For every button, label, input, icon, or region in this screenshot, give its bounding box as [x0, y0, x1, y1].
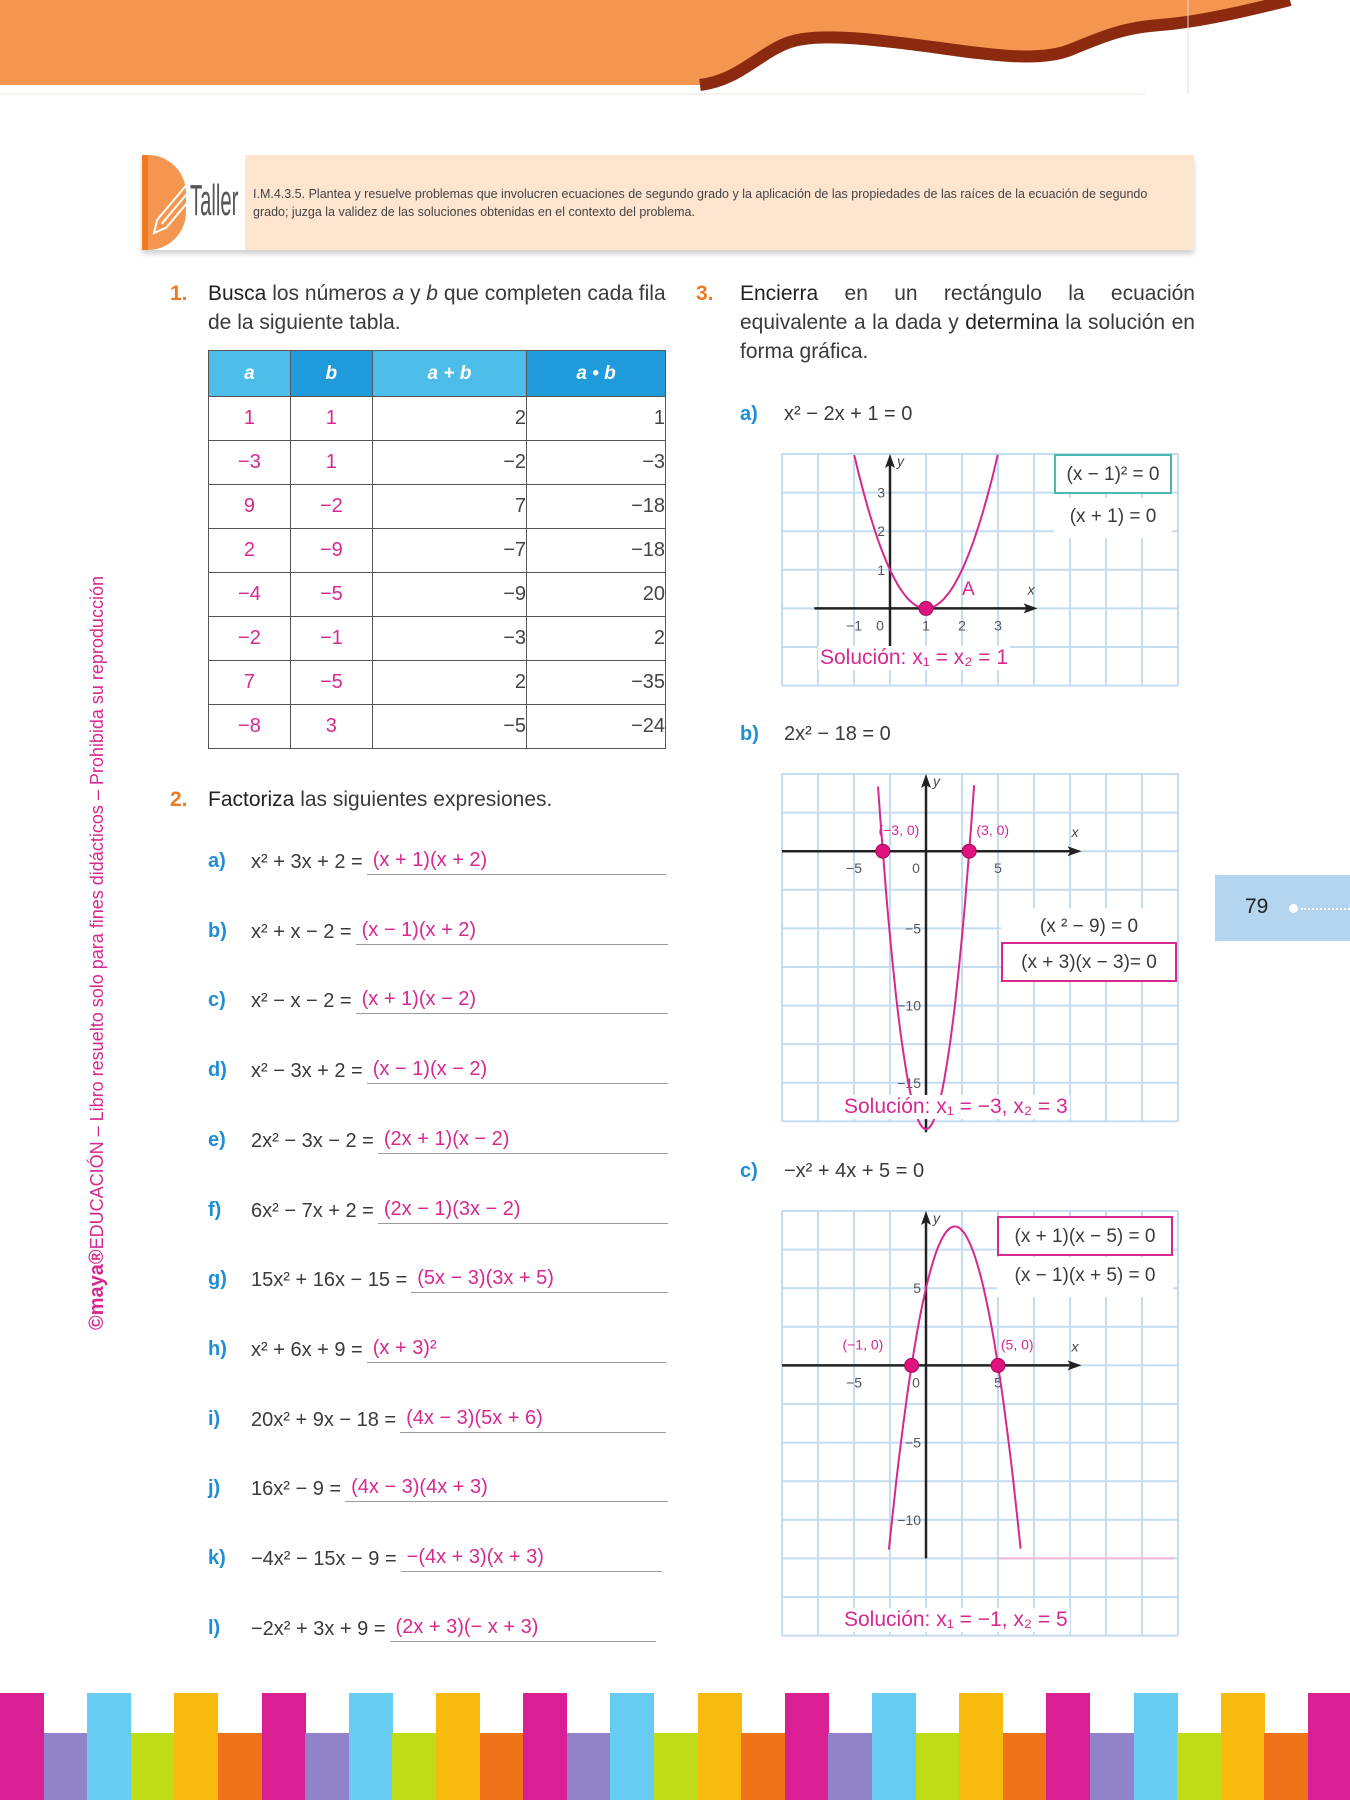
- stripe: [523, 1693, 567, 1800]
- x-tick-label: 2: [958, 617, 966, 634]
- page-number: 79: [1245, 895, 1269, 918]
- stripe: [1090, 1733, 1134, 1800]
- stripe: [1264, 1733, 1308, 1800]
- y-tick-label: −10: [897, 1511, 921, 1528]
- y-axis-label: y: [933, 1210, 940, 1226]
- given-cell: 2: [527, 617, 666, 661]
- stripe: [44, 1733, 88, 1800]
- verb: Busca: [208, 282, 267, 305]
- answer-cell: −2: [209, 617, 291, 661]
- table-header-cell: a • b: [527, 351, 666, 397]
- equation-option[interactable]: (x + 1) = 0: [1054, 498, 1172, 538]
- factor-item: [208, 1268, 678, 1298]
- answer-cell: 3: [290, 705, 372, 749]
- item-label: e): [208, 1128, 226, 1151]
- stripe: [1221, 1693, 1265, 1800]
- item-expression: 2x² − 3x − 2 =: [251, 1129, 374, 1152]
- answer-cell: −5: [290, 573, 372, 617]
- answer-field[interactable]: (2x + 3)(− x + 3): [390, 1616, 656, 1642]
- text: que completen cada fila de la siguiente tabla.: [208, 282, 666, 334]
- stripe: [828, 1733, 872, 1800]
- selected-equation-box[interactable]: (x + 3)(x − 3)= 0: [1001, 942, 1177, 982]
- answer-cell: 9: [209, 485, 291, 529]
- solution-text: Solución: x₁ = x₂ = 1: [820, 646, 1009, 669]
- selected-equation-box[interactable]: (x − 1)² = 0: [1054, 454, 1172, 494]
- text: la solución en forma gráfica.: [740, 311, 1195, 363]
- item-label: c): [208, 989, 226, 1012]
- table-header-cell: b: [290, 351, 372, 397]
- text: los números: [266, 282, 393, 305]
- text: y: [404, 282, 427, 305]
- given-cell: −24: [527, 705, 666, 749]
- answer-cell: −3: [209, 441, 291, 485]
- answer-field[interactable]: (x − 1)(x + 2): [356, 919, 668, 945]
- item-label: d): [208, 1059, 227, 1082]
- taller-badge: [148, 155, 186, 250]
- given-cell: −9: [372, 573, 526, 617]
- item-label: f): [208, 1198, 222, 1221]
- answer-cell: −9: [290, 529, 372, 573]
- stripe: [1046, 1693, 1090, 1800]
- item-expression: 16x² − 9 =: [251, 1478, 342, 1501]
- x-tick-label: 0: [876, 617, 884, 634]
- given-cell: −2: [372, 441, 526, 485]
- stripe: [785, 1693, 829, 1800]
- exercise-2-statement: [208, 785, 552, 814]
- answer-field[interactable]: (2x − 1)(3x − 2): [378, 1198, 668, 1224]
- header-banner: [0, 0, 1350, 100]
- stripe: [698, 1693, 742, 1800]
- y-tick-label: 3: [877, 484, 885, 501]
- answer-cell: −8: [209, 705, 291, 749]
- answer-field[interactable]: (x + 1)(x + 2): [367, 849, 666, 875]
- item-expression: −2x² + 3x + 9 =: [251, 1617, 386, 1640]
- item-expression: x² + x − 2 =: [251, 920, 352, 943]
- part-label: b): [740, 723, 759, 745]
- exercise-3-statement: [740, 279, 1195, 366]
- item-label: k): [208, 1547, 226, 1569]
- table-row: [209, 617, 666, 661]
- x-tick-label: 5: [994, 860, 1002, 877]
- part-label: c): [740, 1160, 758, 1182]
- answer-field[interactable]: (5x − 3)(3x + 5): [411, 1267, 668, 1293]
- given-cell: 1: [527, 397, 666, 441]
- graph-a: [782, 454, 1178, 686]
- stripe: [218, 1733, 262, 1800]
- dot-icon: [1289, 904, 1298, 913]
- item-label: g): [208, 1268, 227, 1291]
- root-label: (−1, 0): [842, 1336, 884, 1353]
- answer-cell: −2: [290, 485, 372, 529]
- stripe: [1308, 1693, 1350, 1800]
- answer-field[interactable]: (x + 1)(x − 2): [356, 988, 668, 1014]
- exercise-2-number: 2.: [170, 788, 188, 811]
- factor-item: [208, 1129, 678, 1159]
- factor-item: [208, 850, 678, 880]
- y-tick-label: −15: [897, 1074, 921, 1091]
- equation-option[interactable]: (x ² − 9) = 0: [1001, 908, 1177, 948]
- x-tick-label: −5: [846, 1374, 862, 1391]
- y-tick-label: −5: [905, 1434, 921, 1451]
- stripe: [872, 1693, 916, 1800]
- factor-item: [208, 1617, 678, 1647]
- given-cell: 7: [372, 485, 526, 529]
- item-expression: 6x² − 7x + 2 =: [251, 1199, 374, 1222]
- x-tick-label: −1: [846, 617, 862, 634]
- stripe: [610, 1693, 654, 1800]
- stripe: [1003, 1733, 1047, 1800]
- copyright-side-text: [86, 576, 109, 1330]
- item-expression: x² + 3x + 2 =: [251, 851, 363, 873]
- item-label: i): [208, 1407, 221, 1430]
- y-axis-label: y: [897, 453, 904, 469]
- stripe: [567, 1733, 611, 1800]
- page-number-tab: [1215, 875, 1350, 941]
- stripe: [174, 1693, 218, 1800]
- dotted-line: [1301, 908, 1350, 910]
- factor-item: [208, 1338, 678, 1368]
- root-point: [991, 1358, 1005, 1372]
- y-tick-label: −10: [897, 997, 921, 1014]
- x-tick-label: 5: [994, 1374, 1002, 1391]
- part-equation: −x² + 4x + 5 = 0: [784, 1160, 925, 1182]
- exercise-1-statement: [208, 279, 668, 337]
- item-expression: 20x² + 9x − 18 =: [251, 1408, 397, 1431]
- given-cell: −7: [372, 529, 526, 573]
- var: b: [426, 282, 438, 305]
- exercise-1-number: 1.: [170, 282, 188, 305]
- given-cell: −5: [372, 705, 526, 749]
- graph-b: [782, 774, 1178, 1121]
- given-cell: −18: [527, 529, 666, 573]
- solution-text: Solución: x₁ = −1, x₂ = 5: [844, 1608, 1068, 1631]
- x-axis-label: x: [1071, 824, 1079, 841]
- stripe: [480, 1733, 524, 1800]
- factor-item: [208, 989, 678, 1019]
- factor-item: [208, 1477, 678, 1507]
- taller-header: [142, 155, 1194, 250]
- verb: determina: [965, 311, 1059, 334]
- given-cell: −18: [527, 485, 666, 529]
- table-row: [209, 661, 666, 705]
- stripe: [392, 1733, 436, 1800]
- y-tick-label: −5: [905, 920, 921, 937]
- y-axis-label: y: [933, 773, 940, 789]
- y-tick-label: 2: [877, 523, 885, 540]
- copyright-text: EDUCACIÓN – Libro resuelto solo para fines didácticos – Prohibida su reproducción: [87, 576, 107, 1250]
- answer-field[interactable]: −(4x + 3)(x + 3): [401, 1546, 662, 1572]
- stripe: [0, 1693, 44, 1800]
- x-tick-label: −5: [846, 860, 862, 877]
- item-label: b): [208, 919, 227, 942]
- part-label: a): [740, 403, 758, 425]
- x-tick-label: 0: [912, 1374, 920, 1391]
- x-axis-label: x: [1027, 581, 1035, 598]
- answer-cell: 1: [290, 397, 372, 441]
- item-expression: x² − 3x + 2 =: [251, 1060, 363, 1083]
- point-label: A: [962, 578, 975, 600]
- stripe: [741, 1733, 785, 1800]
- given-cell: 2: [372, 397, 526, 441]
- stripe: [916, 1733, 960, 1800]
- y-tick-label: 5: [913, 1280, 921, 1297]
- maya-logo: ©maya®: [86, 1249, 108, 1330]
- x-tick-label: 1: [922, 617, 930, 634]
- text: las siguientes expresiones.: [294, 788, 553, 811]
- answer-cell: 1: [290, 441, 372, 485]
- root-point: [919, 601, 933, 615]
- stripe: [654, 1733, 698, 1800]
- item-expression: x² − x − 2 =: [251, 990, 352, 1013]
- answer-field[interactable]: (x − 1)(x − 2): [367, 1058, 668, 1084]
- answer-field[interactable]: (2x + 1)(x − 2): [378, 1128, 668, 1154]
- stripe: [959, 1693, 1003, 1800]
- part-equation: x² − 2x + 1 = 0: [784, 403, 913, 425]
- given-cell: −35: [527, 661, 666, 705]
- table-row: [209, 485, 666, 529]
- verb: Encierra: [740, 282, 819, 305]
- root-label: (3, 0): [976, 822, 1010, 839]
- item-expression: −4x² − 15x − 9 =: [251, 1548, 397, 1570]
- table-row: [209, 441, 666, 485]
- answer-cell: 1: [209, 397, 291, 441]
- answer-cell: −4: [209, 573, 291, 617]
- answer-cell: 7: [209, 661, 291, 705]
- taller-title: Taller: [190, 176, 239, 225]
- ab-table: [208, 350, 666, 749]
- root-point: [962, 844, 976, 858]
- stripe: [436, 1693, 480, 1800]
- answer-cell: −1: [290, 617, 372, 661]
- exercise-3-number: 3.: [696, 282, 714, 305]
- part-equation: 2x² − 18 = 0: [784, 723, 891, 745]
- table-row: [209, 397, 666, 441]
- root-point: [905, 1358, 919, 1372]
- table-row: [209, 573, 666, 617]
- item-label: h): [208, 1337, 227, 1360]
- var: a: [392, 282, 405, 305]
- solution-text: Solución: x₁ = −3, x₂ = 3: [844, 1095, 1068, 1118]
- answer-cell: −5: [290, 661, 372, 705]
- x-tick-label: 3: [994, 617, 1002, 634]
- x-axis-label: x: [1071, 1338, 1079, 1355]
- text: en un rectángulo la ecuación equivalente a la dada y: [740, 282, 1195, 334]
- graph-c: [782, 1211, 1178, 1636]
- table-row: [209, 529, 666, 573]
- stripe: [305, 1733, 349, 1800]
- item-expression: 15x² + 16x − 15 =: [251, 1269, 408, 1292]
- table-header-cell: a: [209, 351, 291, 397]
- answer-field[interactable]: (x + 3)²: [367, 1337, 666, 1363]
- table-row: [209, 705, 666, 749]
- factor-item: [208, 1408, 678, 1438]
- item-label: a): [208, 850, 226, 872]
- stripe: [1134, 1693, 1178, 1800]
- factor-item: [208, 920, 678, 950]
- answer-field[interactable]: (4x − 3)(4x + 3): [345, 1476, 668, 1502]
- given-cell: 20: [527, 573, 666, 617]
- taller-description: I.M.4.3.5. Plantea y resuelve problemas que involucren ecuaciones de segundo grado y la aplicación de las propiedades de las raíces de la ecuación de segundo grado; juzga la validez de las soluciones obtenidas en el contexto del problema.: [245, 155, 1194, 250]
- item-label: l): [208, 1616, 221, 1639]
- equation-option[interactable]: (x − 1)(x + 5) = 0: [997, 1257, 1173, 1297]
- factor-item: [208, 1199, 678, 1229]
- given-cell: 2: [372, 661, 526, 705]
- item-label: j): [208, 1477, 221, 1500]
- answer-field[interactable]: (4x − 3)(5x + 6): [400, 1407, 666, 1433]
- selected-equation-box[interactable]: (x + 1)(x − 5) = 0: [997, 1216, 1173, 1256]
- given-cell: −3: [527, 441, 666, 485]
- table-header-cell: a + b: [372, 351, 526, 397]
- stripe: [349, 1693, 393, 1800]
- stripe: [87, 1693, 131, 1800]
- y-tick-label: 1: [877, 561, 885, 578]
- table-header-row: [209, 351, 666, 397]
- root-point: [876, 844, 890, 858]
- factor-item: [208, 1547, 678, 1577]
- root-label: (5, 0): [1000, 1336, 1034, 1353]
- given-cell: −3: [372, 617, 526, 661]
- stripe: [1177, 1733, 1221, 1800]
- root-label: (−3, 0): [878, 822, 920, 839]
- x-tick-label: 0: [912, 860, 920, 877]
- stripe: [262, 1693, 306, 1800]
- answer-cell: 2: [209, 529, 291, 573]
- factor-item: [208, 1059, 678, 1089]
- item-expression: x² + 6x + 9 =: [251, 1338, 363, 1361]
- verb: Factoriza: [208, 788, 295, 811]
- stripe: [131, 1733, 175, 1800]
